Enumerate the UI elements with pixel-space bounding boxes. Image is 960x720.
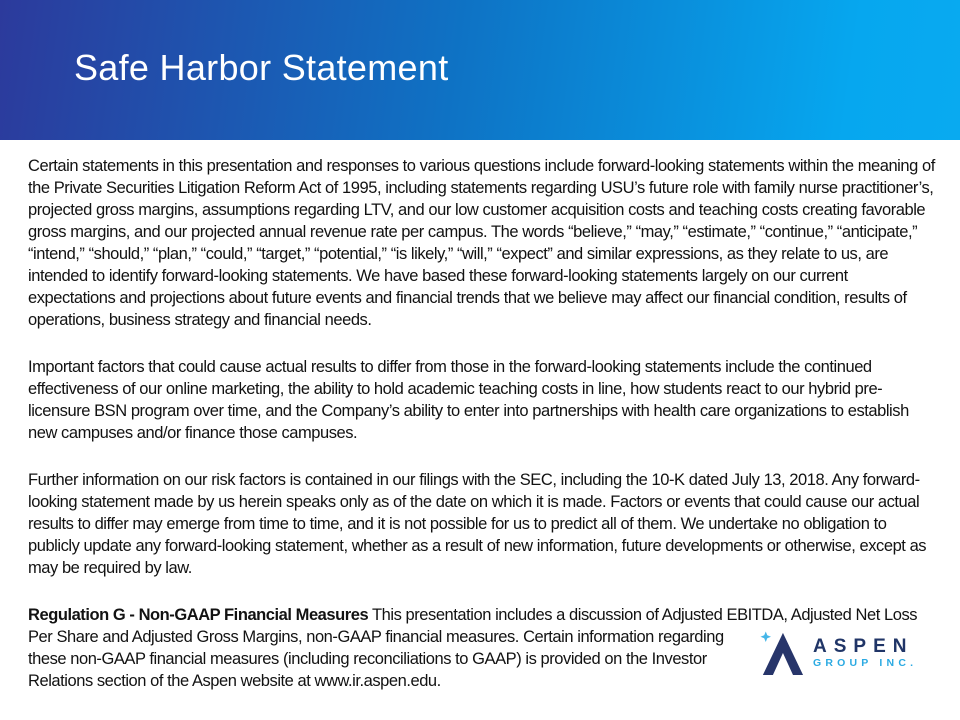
paragraph-regulation-g bbox=[28, 604, 936, 692]
regulation-g-text-1: This presentation includes a discussion of Adjusted EBITDA, Adjusted bbox=[368, 606, 852, 624]
aspen-chevron-icon bbox=[760, 629, 804, 677]
paragraph-forward-looking: Certain statements in this presentation and responses to various questions include forward-looking statements within the meaning of the Private Securities Litigation Reform Act of 1995, including statements regarding USU’s future role with family nurse practitioner’s, projected gross margins, assumptions regarding LTV, and our low customer acquisition costs and teaching costs creating favorable gross margins, and our projected annual revenue rate per campus. The words “believe,” “may,” “estimate,” “continue,” “anticipate,” “intend,” “should,” “plan,” “could,” “target,” “potential,” “is likely,” “will,” “expect” and similar expressions, as they relate to us, are intended to identify forward-looking statements. We have based these forward-looking statements largely on our current expectations and projections about future events and financial trends that we believe may affect our financial condition, results of operations, business strategy and financial needs. bbox=[28, 157, 935, 329]
paragraph-risk-factors: Further information on our risk factors is contained in our filings with the SEC, including the 10-K dated July 13, 2018. Any forward-looking statement made by us herein speaks only as of the date on which it is made. Factors or events that could cause our actual results to differ may emerge from time to time, and it is not possible for us to predict all of them. We undertake no obligation to publicly update any forward-looking statement, whether as a result of new information, future developments or otherwise, except as may be required by law. bbox=[28, 471, 927, 577]
logo-company-subtitle: GROUP INC. bbox=[813, 657, 918, 669]
slide-body bbox=[28, 155, 936, 692]
sparkle-icon bbox=[760, 631, 771, 642]
logo-text-block bbox=[813, 636, 917, 670]
paragraph-important-factors: Important factors that could cause actual results to differ from those in the forward-looking statements include the continued effectiveness of our online marketing, the ability to hold academic teaching costs in line, how students react to our hybrid pre-licensure BSN program over time, and the Company’s ability to enter into partnerships with health care organizations to establish new campuses and/or finance those campuses. bbox=[28, 358, 909, 442]
slide-header bbox=[0, 0, 960, 140]
regulation-g-heading: Regulation G - Non-GAAP Financial Measures bbox=[28, 606, 369, 624]
chevron-shape bbox=[763, 633, 803, 675]
aspen-group-logo bbox=[760, 629, 926, 677]
page-title: Safe Harbor Statement bbox=[74, 47, 449, 88]
logo-company-name: ASPEN bbox=[813, 636, 914, 657]
regulation-g-text-2: Net Loss Per Share and Adjusted Gross Margins, non-GAAP financial measures. Certain information regarding these non-GAAP financial measures (including reconciliations to GAAP) is provided on the Investor Relations section of the Aspen website at www.ir.aspen.edu. bbox=[28, 606, 918, 690]
